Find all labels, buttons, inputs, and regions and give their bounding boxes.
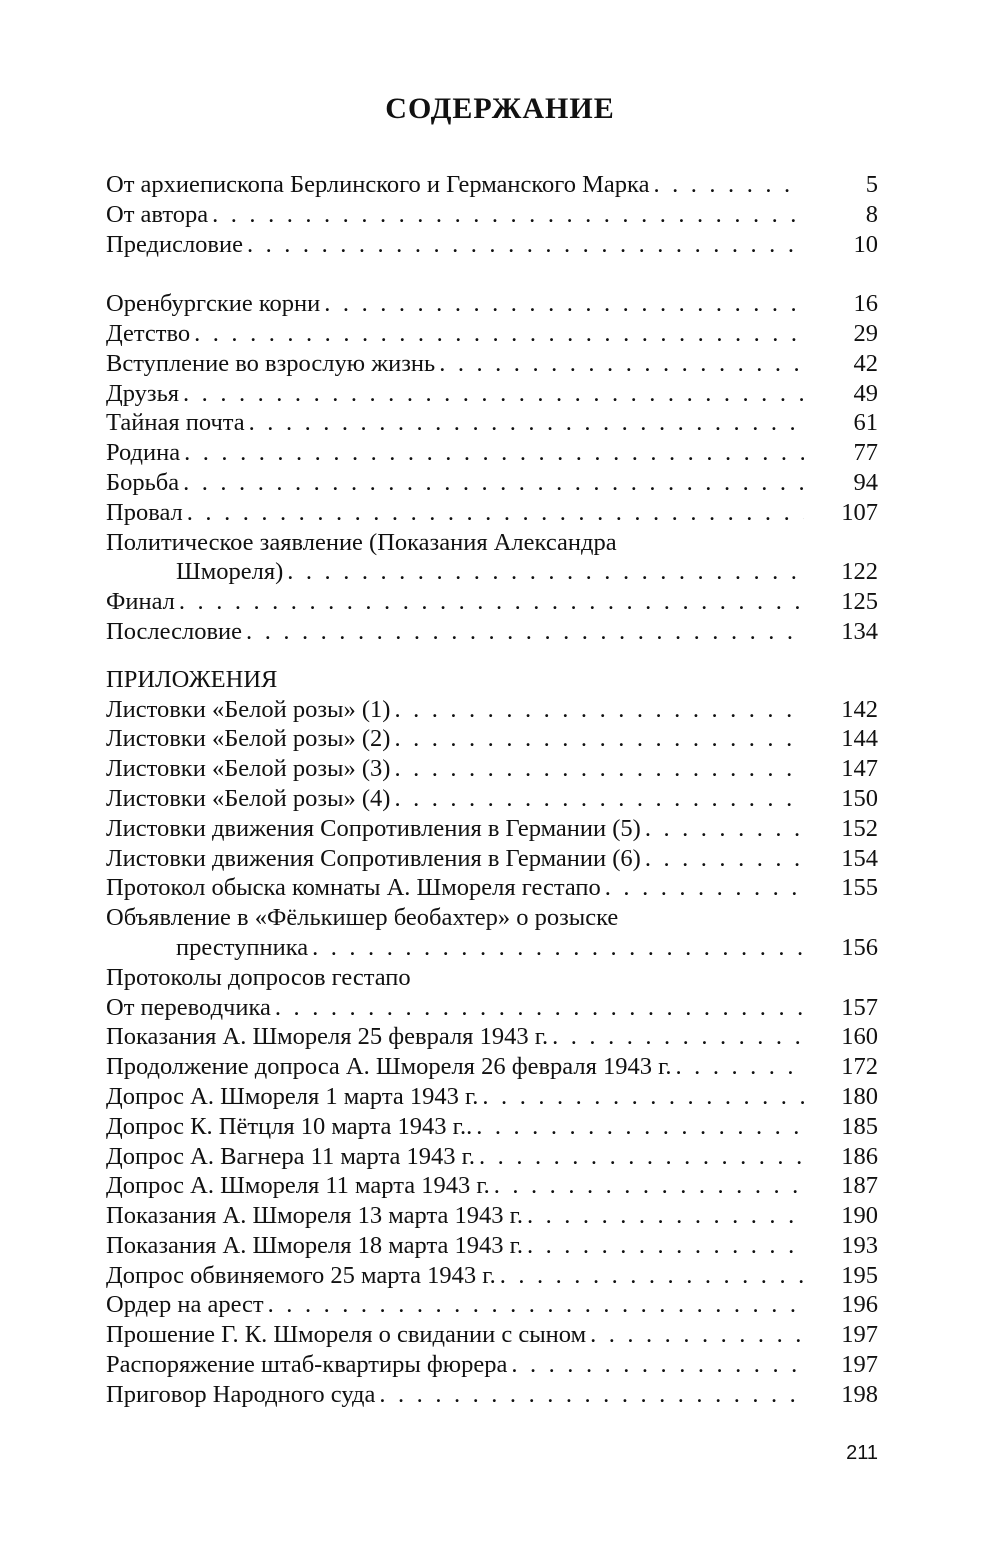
dot-leader [645, 814, 804, 844]
page-folio: 211 [846, 1442, 878, 1464]
page-number: 185 [841, 1112, 878, 1140]
dot-leader [183, 468, 804, 498]
toc-entry[interactable] [106, 557, 878, 587]
dot-leader [275, 993, 804, 1023]
entry-title: Прошение Г. К. Шмореля о свидании с сыном [106, 1321, 587, 1349]
dot-leader [479, 1142, 804, 1172]
entry-title: Финал [106, 588, 175, 616]
page-number: 107 [841, 498, 878, 526]
appendix-heading [106, 665, 878, 695]
page-number: 29 [853, 319, 878, 347]
page-number: 154 [841, 844, 878, 872]
toc-entry[interactable] [106, 754, 878, 784]
toc-entry[interactable] [106, 379, 878, 409]
dot-leader [394, 695, 804, 725]
dot-leader [268, 1290, 804, 1320]
page-number: 134 [841, 617, 878, 645]
dot-leader [394, 784, 804, 814]
dot-leader [312, 933, 804, 963]
page-number: 190 [841, 1202, 878, 1230]
page-number: 160 [841, 1023, 878, 1051]
entry-title: Родина [106, 439, 181, 467]
dot-leader [552, 1022, 804, 1052]
entry-title: Допрос А. Вагнера 11 марта 1943 г. [106, 1142, 476, 1170]
page-number: 8 [865, 200, 878, 228]
appendix-heading-text: ПРИЛОЖЕНИЯ [106, 665, 278, 693]
toc-entry[interactable] [106, 528, 878, 558]
entry-title: Показания А. Шмореля 18 марта 1943 г. [106, 1231, 523, 1259]
dot-leader [653, 170, 804, 200]
page-number: 180 [841, 1082, 878, 1110]
page-number: 172 [841, 1053, 878, 1081]
entry-title: Провал [106, 498, 183, 526]
entry-title: Показания А. Шмореля 13 марта 1943 г. [106, 1202, 523, 1230]
toc-entry[interactable] [106, 1350, 878, 1380]
page-number: 77 [853, 439, 878, 467]
toc-entry[interactable] [106, 230, 878, 260]
dot-leader [676, 1052, 804, 1082]
entry-title: Листовки «Белой розы» (2) [106, 725, 391, 753]
page-number: 42 [853, 349, 878, 377]
page-number: 157 [841, 993, 878, 1021]
page-number: 197 [841, 1321, 878, 1349]
dot-leader [645, 844, 804, 874]
toc-entry[interactable] [106, 1022, 878, 1052]
entry-title: Оренбургские корни [106, 290, 321, 318]
entry-title: Допрос К. Пётцля 10 марта 1943 г.. [106, 1112, 473, 1140]
page-number: 197 [841, 1351, 878, 1379]
toc-entry[interactable] [106, 438, 878, 468]
toc-entry[interactable] [106, 1052, 878, 1082]
dot-leader [183, 379, 804, 409]
page-number: 147 [841, 755, 878, 783]
entry-title: Протоколы допросов гестапо [106, 963, 411, 991]
toc-entry[interactable] [106, 784, 878, 814]
page-number: 61 [853, 409, 878, 437]
toc-entry[interactable] [106, 498, 878, 528]
toc-entry[interactable] [106, 1112, 878, 1142]
dot-leader [379, 1380, 804, 1410]
entry-title: Листовки движения Сопротивления в Германии (6) [106, 844, 641, 872]
toc-entry[interactable] [106, 993, 878, 1023]
entry-title: Друзья [106, 379, 180, 407]
page-number: 156 [841, 933, 878, 961]
page-number: 195 [841, 1261, 878, 1289]
page-number: 94 [853, 468, 878, 496]
entry-title: Листовки «Белой розы» (1) [106, 695, 391, 723]
toc-entry[interactable] [106, 844, 878, 874]
toc-entry[interactable] [106, 724, 878, 754]
page-number: 5 [865, 171, 878, 198]
dot-leader [482, 1082, 804, 1112]
entry-title: Борьба [106, 468, 180, 496]
section-gap [106, 647, 878, 665]
toc-entry[interactable] [106, 349, 878, 379]
toc-entry[interactable] [106, 1320, 878, 1350]
entry-title: Листовки «Белой розы» (3) [106, 755, 391, 783]
entry-title: Допрос А. Шмореля 1 марта 1943 г. [106, 1082, 479, 1110]
page-number: 186 [841, 1142, 878, 1170]
dot-leader [500, 1261, 804, 1291]
dot-leader [439, 349, 804, 379]
dot-leader [212, 200, 804, 230]
entry-title: От архиепископа Берлинского и Германского Марка [106, 171, 650, 198]
page-number: 16 [853, 290, 878, 318]
page-number: 187 [841, 1172, 878, 1200]
toc-entry[interactable] [106, 1290, 878, 1320]
dot-leader [287, 557, 804, 587]
dot-leader [184, 438, 804, 468]
toc-entry[interactable] [106, 617, 878, 647]
dot-leader [527, 1231, 804, 1261]
dot-leader [324, 289, 804, 319]
entry-title: От переводчика [106, 993, 271, 1021]
entry-title: Продолжение допроса А. Шмореля 26 февраля 1943 г. [106, 1053, 672, 1081]
toc-entry[interactable] [106, 1142, 878, 1172]
entry-title: Протокол обыска комнаты А. Шмореля гестапо [106, 874, 601, 902]
entry-title: Детство [106, 319, 191, 347]
toc-entry[interactable] [106, 1231, 878, 1261]
page-number: 155 [841, 874, 878, 902]
toc-entry[interactable] [106, 1171, 878, 1201]
toc-entry[interactable] [106, 319, 878, 349]
page-number: 196 [841, 1291, 878, 1319]
dot-leader [394, 754, 804, 784]
entry-title: Политическое заявление (Показания Александра [106, 528, 617, 556]
entry-title: Шмореля) [176, 558, 284, 586]
entry-title: Листовки движения Сопротивления в Германии (5) [106, 814, 641, 842]
page-number: 152 [841, 814, 878, 842]
dot-leader [590, 1320, 804, 1350]
toc-entry[interactable] [106, 1201, 878, 1231]
toc-entry[interactable] [106, 1380, 878, 1410]
toc-entry[interactable] [106, 1261, 878, 1291]
table-of-contents [106, 170, 878, 1410]
entry-title: Послесловие [106, 617, 243, 645]
toc-entry[interactable] [106, 963, 878, 993]
dot-leader [194, 319, 804, 349]
page-number: 142 [841, 695, 878, 723]
toc-entry[interactable] [106, 170, 878, 200]
dot-leader [511, 1350, 804, 1380]
dot-leader [394, 724, 804, 754]
toc-entry[interactable] [106, 200, 878, 230]
entry-title: Вступление во взрослую жизнь [106, 349, 436, 377]
toc-entry[interactable] [106, 903, 878, 933]
dot-leader [249, 408, 804, 438]
entry-title: От автора [106, 200, 209, 228]
entry-title: Тайная почта [106, 409, 245, 437]
toc-entry[interactable] [106, 408, 878, 438]
entry-title: Распоряжение штаб-квартиры фюрера [106, 1351, 508, 1379]
page-number: 198 [841, 1380, 878, 1408]
dot-leader [246, 617, 804, 647]
entry-title: преступника [176, 933, 309, 961]
toc-entry[interactable] [106, 289, 878, 319]
entry-title: Объявление в «Фёлькишер беобахтер» о розыске [106, 904, 619, 932]
dot-leader [527, 1201, 804, 1231]
page-number: 144 [841, 725, 878, 753]
section-gap [106, 259, 878, 289]
dot-leader [476, 1112, 804, 1142]
toc-entry[interactable] [106, 814, 878, 844]
entry-title: Ордер на арест [106, 1291, 264, 1319]
toc-entry[interactable] [106, 933, 878, 963]
page-number: 150 [841, 784, 878, 812]
page-number: 49 [853, 379, 878, 407]
entry-title: Допрос обвиняемого 25 марта 1943 г. [106, 1261, 496, 1289]
entry-title: Допрос А. Шмореля 11 марта 1943 г. [106, 1172, 490, 1200]
toc-entry[interactable] [106, 873, 878, 903]
page-number: 122 [841, 558, 878, 586]
dot-leader [187, 498, 804, 528]
toc-entry[interactable] [106, 695, 878, 725]
toc-entry[interactable] [106, 468, 878, 498]
page-title: СОДЕРЖАНИЕ [385, 92, 615, 125]
page-number: 193 [841, 1231, 878, 1259]
toc-entry[interactable] [106, 1082, 878, 1112]
toc-entry[interactable] [106, 587, 878, 617]
page-number: 10 [853, 230, 878, 258]
entry-title: Приговор Народного суда [106, 1380, 376, 1408]
page-number: 125 [841, 588, 878, 616]
entry-title: Предисловие [106, 230, 243, 258]
dot-leader [605, 873, 804, 903]
entry-title: Листовки «Белой розы» (4) [106, 784, 391, 812]
entry-title: Показания А. Шмореля 25 февраля 1943 г. [106, 1023, 549, 1051]
dot-leader [179, 587, 804, 617]
dot-leader [494, 1171, 804, 1201]
dot-leader [247, 230, 804, 260]
